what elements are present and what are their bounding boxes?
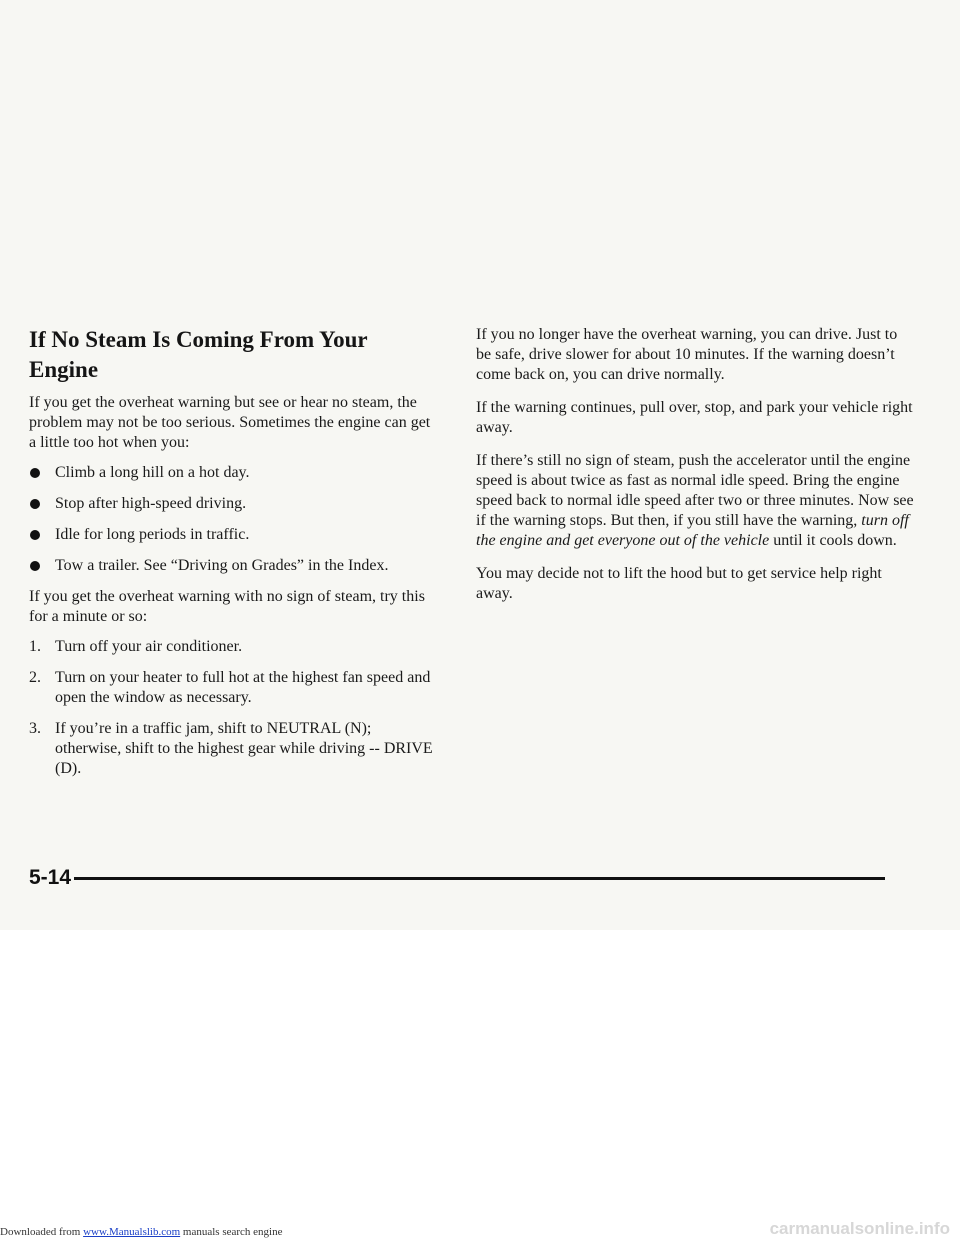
- no-warning-paragraph: If you no longer have the overheat warning, you can drive. Just to be safe, drive slower for about 10 minutes. If the warning doesn’t come back on, you can drive normally.: [476, 326, 898, 383]
- list-item: Climb a long hill on a hot day.: [29, 463, 439, 483]
- step-item: 1. Turn off your air conditioner.: [29, 638, 243, 655]
- intro-paragraph: If you get the overheat warning but see or hear no steam, the problem may not be too serious. Sometimes the engine can get a little too hot when you:: [29, 394, 431, 451]
- bullet-icon: [30, 499, 40, 509]
- download-source-line: Downloaded from www.Manualslib.com manuals search engine: [0, 1226, 283, 1238]
- warning-continues-paragraph: If the warning continues, pull over, stop, and park your vehicle right away.: [476, 399, 913, 436]
- steps-intro-paragraph: If you get the overheat warning with no sign of steam, try this for a minute or so:: [29, 588, 425, 625]
- bullet-icon: [30, 468, 40, 478]
- steps-list: [29, 637, 439, 779]
- section-heading: If No Steam Is Coming From Your Engine: [29, 327, 368, 382]
- manualslib-link[interactable]: www.Manualslib.com: [83, 1226, 181, 1238]
- list-item: Idle for long periods in traffic.: [29, 525, 439, 545]
- page-number: 5-14: [29, 866, 72, 889]
- step-item: 3. If you’re in a traffic jam, shift to NEUTRAL (N); otherwise, shift to the highest gear while driving -- DRIVE (D).: [29, 720, 433, 777]
- site-watermark: carmanualsonline.info: [769, 1219, 950, 1238]
- conditions-list: [29, 463, 439, 576]
- no-steam-paragraph: If there’s still no sign of steam, push the accelerator until the engine speed is about twice as fast as normal idle speed. Bring the engine speed back to normal idle speed after two or three minutes. Now see if the warning stops. But then, if you still have the warning, turn off the engine and get everyone out of the vehicle until it cools down.: [476, 452, 914, 549]
- bullet-icon: [30, 530, 40, 540]
- emphasis-text: turn off the engine and get everyone out of the vehicle: [476, 512, 909, 549]
- right-column: [476, 325, 916, 617]
- service-paragraph: You may decide not to lift the hood but to get service help right away.: [476, 565, 882, 602]
- step-item: 2. Turn on your heater to full hot at the highest fan speed and open the window as necessary.: [29, 669, 431, 706]
- list-item: Stop after high-speed driving.: [29, 494, 439, 514]
- footer-divider: [74, 877, 885, 880]
- left-column: [29, 325, 439, 790]
- bullet-icon: [30, 561, 40, 571]
- list-item: Tow a trailer. See “Driving on Grades” in the Index.: [29, 556, 439, 576]
